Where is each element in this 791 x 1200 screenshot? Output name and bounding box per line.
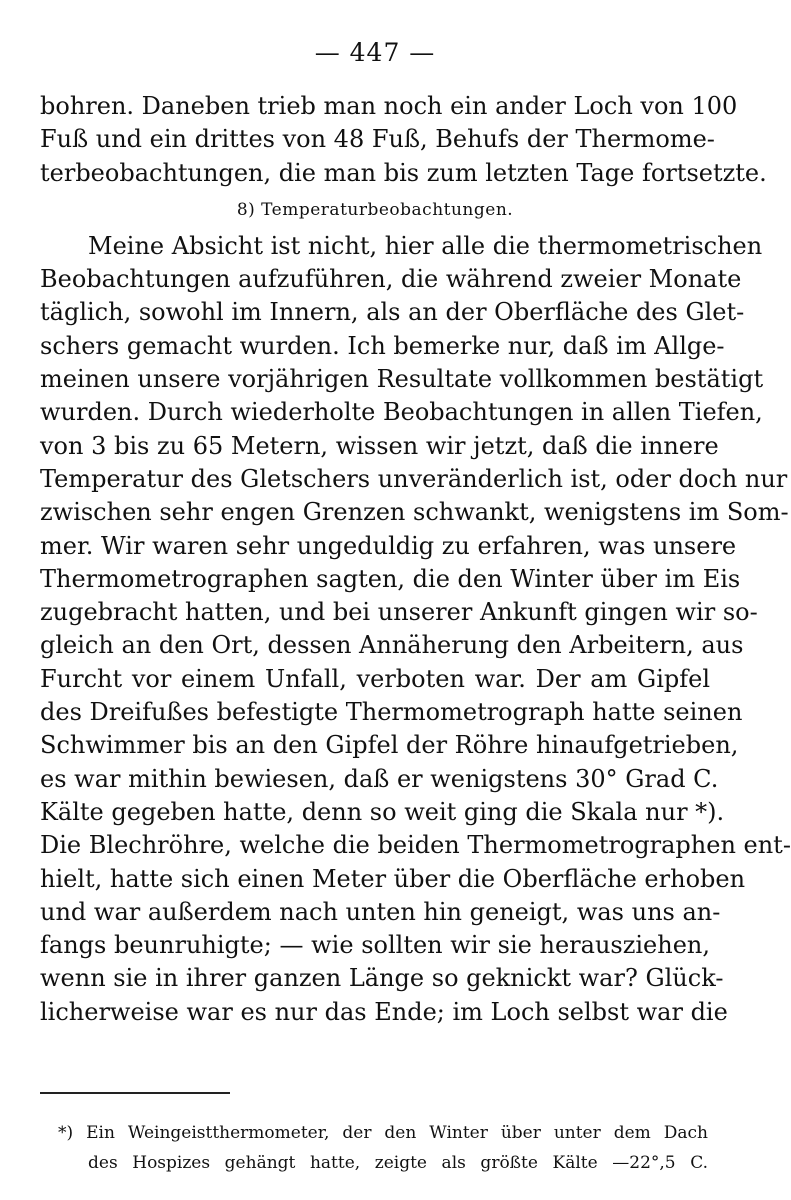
text-line: mer. Wir waren sehr ungeduldig zu erfahren, was unsere (40, 531, 737, 560)
text-line: fangs beunruhigte; — wie sollten wir sie herausziehen, (40, 931, 710, 960)
footnote-line: *) Ein Weingeistthermometer, der den Winter über unter dem Dach (58, 1123, 708, 1143)
book-page (40, 28, 791, 1178)
text-line: zwischen sehr engen Grenzen schwankt, wenigstens im Som- (40, 498, 789, 527)
text-line: Thermometrographen sagten, die den Winter über im Eis (40, 564, 741, 593)
page-number: — 447 — (314, 38, 436, 67)
body-text (40, 90, 791, 1029)
text-line: Schwimmer bis an den Gipfel der Röhre hinaufgetrieben, (40, 731, 739, 760)
text-line: Fuß und ein drittes von 48 Fuß, Behufs der Thermome- (40, 125, 715, 154)
text-line: licherweise war es nur das Ende; im Loch selbst war die (40, 997, 728, 1026)
section-heading: 8) Temperaturbeobachtungen. (236, 199, 514, 220)
text-line: Furcht vor einem Unfall, verboten war. Der am Gipfel (40, 664, 710, 693)
text-line: zugebracht hatten, und bei unserer Ankunft gingen wir so- (40, 598, 758, 627)
text-line: bohren. Daneben trieb man noch ein ander Loch von 100 (40, 92, 738, 120)
footnote (58, 1118, 708, 1178)
text-line: wurden. Durch wiederholte Beobachtungen in allen Tiefen, (40, 398, 763, 427)
footnote-divider (40, 1092, 230, 1094)
text-line: und war außerdem nach unten hin geneigt, was uns an- (40, 897, 721, 926)
text-line: Beobachtungen aufzuführen, die während zweier Monate (40, 265, 742, 294)
text-line: hielt, hatte sich einen Meter über die Oberfläche erhoben (40, 864, 746, 893)
text-line: gleich an den Ort, dessen Annäherung den Arbeitern, aus (40, 631, 744, 660)
text-line: Die Blechröhre, welche die beiden Thermometrographen ent- (40, 831, 791, 860)
text-line: des Dreifußes befestigte Thermometrograph hatte seinen (40, 698, 743, 727)
footnote-line: des Hospizes gehängt hatte, zeigte als größte Kälte —22°,5 C. (88, 1153, 708, 1173)
text-line: Kälte gegeben hatte, denn so weit ging die Skala nur *). (40, 797, 725, 826)
text-line: terbeobachtungen, die man bis zum letzten Tage fortsetzte. (40, 158, 767, 187)
text-line: von 3 bis zu 65 Metern, wissen wir jetzt, daß die innere (40, 431, 719, 460)
text-line: Temperatur des Gletschers unveränderlich ist, oder doch nur (40, 464, 788, 493)
text-line: täglich, sowohl im Innern, als an der Oberfläche des Glet- (40, 298, 745, 327)
text-line: meinen unsere vorjährigen Resultate vollkommen bestätigt (40, 365, 764, 394)
text-line: wenn sie in ihrer ganzen Länge so geknickt war? Glück- (40, 964, 724, 993)
text-line: schers gemacht wurden. Ich bemerke nur, daß im Allge- (40, 331, 725, 360)
text-line: Meine Absicht ist nicht, hier alle die thermometrischen (88, 231, 763, 260)
text-line: es war mithin bewiesen, daß er wenigstens 30° Grad C. (40, 764, 719, 793)
